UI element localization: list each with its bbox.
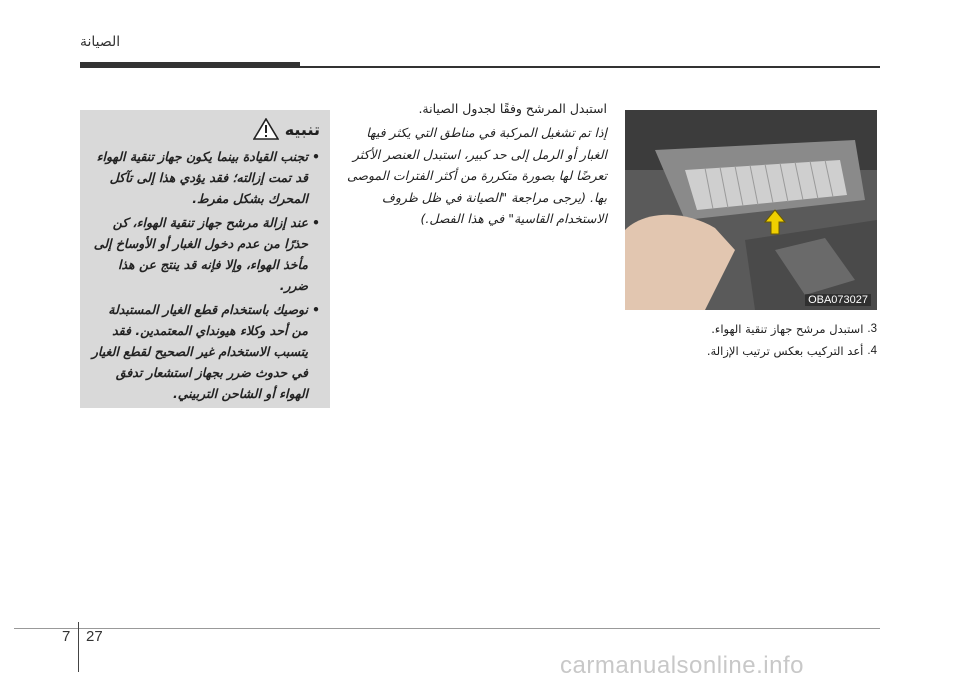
- notice-box: [80, 110, 330, 408]
- body-column: [345, 98, 607, 230]
- warning-triangle-icon: [253, 118, 279, 140]
- step-text: أعد التركيب بعكس ترتيب الإزالة.: [706, 344, 864, 358]
- notice-item: • عند إزالة مرشح جهاز تنقية الهواء، كن حذرًا من عدم دخول الغبار أو الأوساخ إلى مأخذ الهواء، وإلا فإنه قد ينتج عن هذا ضرر.: [88, 212, 320, 296]
- step-number: 3.: [867, 323, 877, 335]
- step-item: [625, 318, 877, 340]
- replace-instruction: استبدل المرشح وفقًا لجدول الصيانة.: [418, 101, 607, 116]
- step-text: استبدل مرشح جهاز تنقية الهواء.: [711, 322, 864, 336]
- page-number: 27: [86, 628, 103, 645]
- notice-title: تنبيه: [284, 119, 320, 139]
- section-title: الصيانة: [80, 34, 121, 50]
- notice-list: [88, 146, 320, 407]
- air-filter-illustration: [625, 110, 877, 310]
- notice-item: • نوصيك باستخدام قطع الغيار المستبدلة من أحد وكلاء هيونداي المعتمدين. فقد يتسبب الاستخدام غير الصحيح لقطع الغيار في حدوث ضرر بجهاز استشعار تدفق الهواء أو الشاحن التربيني.: [88, 299, 320, 404]
- air-filter-photo: [625, 110, 877, 310]
- step-number: 4.: [867, 345, 877, 357]
- step-item: [625, 340, 877, 362]
- footer-rule: [14, 628, 880, 629]
- photo-code-label: OBA073027: [805, 294, 871, 306]
- header-rule-accent: [80, 62, 300, 68]
- steps-list: [625, 318, 877, 362]
- chapter-number: 7: [62, 628, 71, 645]
- footer-divider: [78, 622, 79, 672]
- notice-header: [253, 118, 320, 140]
- watermark-text: carmanualsonline.info: [560, 652, 804, 679]
- dusty-conditions-note: إذا تم تشغيل المركبة في مناطق التي يكثر فيها الغبار أو الرمل إلى حد كبير، استبدل العنصر الأكثر تعرضًا لها بصورة متكررة من أكثر الفترات الموصى بها. (يرجى مراجعة "الصيانة في ظل ظروف الاستخدام القاسية" في هذا الفصل.): [346, 125, 607, 226]
- notice-item: • تجنب القيادة بينما يكون جهاز تنقية الهواء قد تمت إزالته؛ فقد يؤدي هذا إلى تآكل المحرك بشكل مفرط.: [88, 146, 320, 209]
